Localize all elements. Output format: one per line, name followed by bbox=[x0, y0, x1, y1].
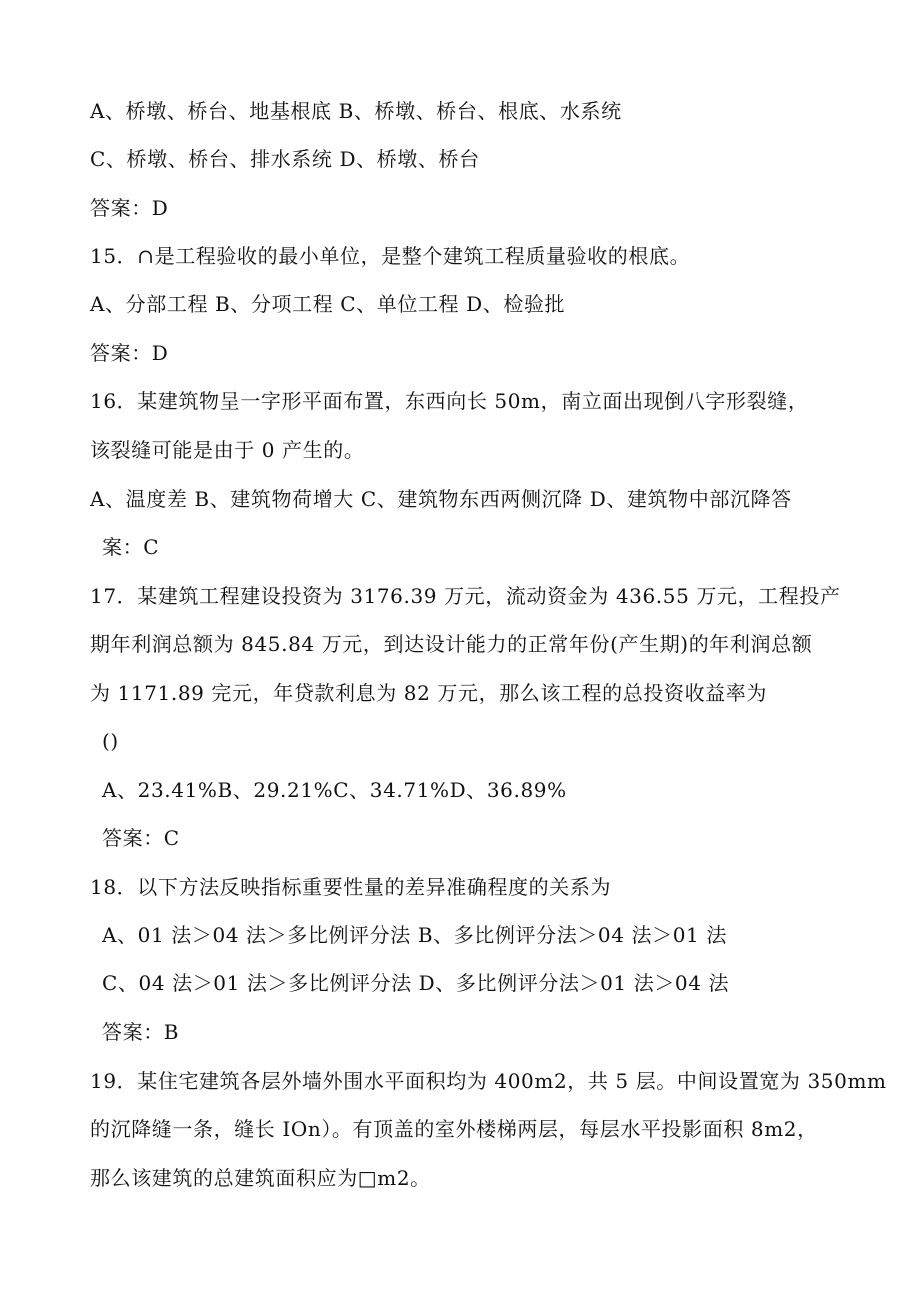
options-q16: A、温度差 B、建筑物荷增大 C、建筑物东西两侧沉降 D、建筑物中部沉降答 bbox=[90, 487, 792, 511]
question-17-line-1: 17．某建筑工程建设投资为 3176.39 万元，流动资金为 436.55 万元，工程投产 bbox=[90, 584, 841, 608]
question-19-line-1: 19．某住宅建筑各层外墙外围水平面积均为 400m2，共 5 层。中间设置宽为 350mm bbox=[90, 1069, 887, 1093]
question-17-line-3: 为 1171.89 完元，年贷款利息为 82 万元，那么该工程的总投资收益率为 bbox=[90, 681, 767, 705]
answer-q18: 答案：B bbox=[102, 1020, 180, 1044]
answer-q16: 案：C bbox=[102, 535, 160, 559]
options-q17: A、23.41%B、29.21%C、34.71%D、36.89% bbox=[102, 778, 567, 802]
question-16-line-1: 16．某建筑物呈一字形平面布置，东西向长 50m，南立面出现倒八字形裂缝， bbox=[90, 389, 809, 413]
answer-q15: 答案：D bbox=[90, 341, 169, 365]
question-16-line-2: 该裂缝可能是由于 0 产生的。 bbox=[90, 438, 365, 462]
question-15: 15．∩是工程验收的最小单位，是整个建筑工程质量验收的根底。 bbox=[90, 244, 691, 268]
question-19-line-2: 的沉降缝一条，缝长 IOn）。有顶盖的室外楼梯两层，每层水平投影面积 8m2， bbox=[90, 1117, 818, 1141]
options-q18-ab: A、01 法＞04 法＞多比例评分法 B、多比例评分法＞04 法＞01 法 bbox=[102, 923, 727, 947]
question-17-blank: () bbox=[102, 729, 119, 753]
question-17-line-2: 期年利润总额为 845.84 万元，到达设计能力的正常年份(产生期)的年利润总额 bbox=[90, 632, 813, 656]
options-q15: A、分部工程 B、分项工程 C、单位工程 D、检验批 bbox=[90, 292, 566, 316]
question-19-line-3: 那么该建筑的总建筑面积应为□m2。 bbox=[90, 1166, 431, 1190]
option-line-q14-cd: C、桥墩、桥台、排水系统 D、桥墩、桥台 bbox=[90, 147, 480, 171]
options-q18-cd: C、04 法＞01 法＞多比例评分法 D、多比例评分法＞01 法＞04 法 bbox=[102, 971, 730, 995]
option-line-q14-ab: A、桥墩、桥台、地基根底 B、桥墩、桥台、根底、水系统 bbox=[90, 99, 622, 123]
answer-q14: 答案：D bbox=[90, 196, 169, 220]
answer-q17: 答案：C bbox=[102, 826, 180, 850]
question-18: 18．以下方法反映指标重要性量的差异准确程度的关系为 bbox=[90, 875, 612, 899]
